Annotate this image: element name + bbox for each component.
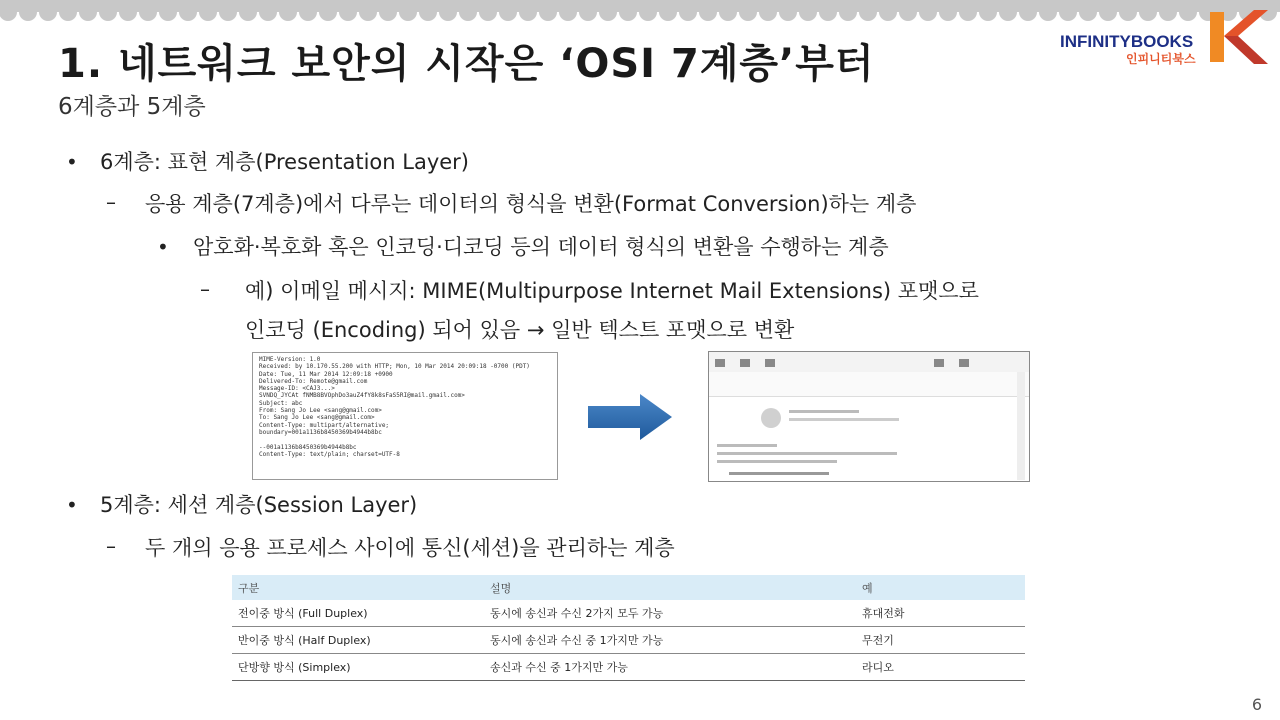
mail-footer-line xyxy=(729,472,829,475)
bullet-dot-icon: • xyxy=(157,235,169,259)
rendered-email-image xyxy=(708,351,1030,482)
table-cell: 송신과 수신 중 1가지만 가능 xyxy=(484,654,856,681)
table-cell: 무전기 xyxy=(856,627,1025,654)
col-header-category: 구분 xyxy=(232,575,484,600)
bullet-email-example: 예) 이메일 메시지: MIME(Multipurpose Internet Mail Extensions) 포맷으로 xyxy=(245,279,979,303)
mime-source-text: MIME-Version: 1.0 Received: by 10.170.55.200 with HTTP; Mon, 10 Mar 2014 20:09:18 -0700 (PDT) Date: Tue, 11 Mar 2014 12:09:18 +0900 Delivered-To: Remote@gmail.com Message-ID: <CAJ3...> SVNDQ_JYCAt fNMB8BVOphDo3auZ4fY8k8sFaS5RI@mail.gmail.com> Subject: abc From: Sang Jo Lee <sang@gmail.com> To: Sang Jo Lee <sang@gmail.com> Content-Type: multipart/alternative; boundary=001a1136b8450369b4944b8bc --001a1136b8450369b4944b8bc Content-Type: text/plain; charset=UTF-8 xyxy=(259,356,530,458)
mail-body-line xyxy=(717,460,837,463)
table-cell: 반이중 방식 (Half Duplex) xyxy=(232,627,484,654)
mail-sender-line xyxy=(789,410,859,413)
sender-avatar xyxy=(761,408,781,428)
bullet-dot-icon: • xyxy=(66,150,78,174)
logo-k-mark-icon xyxy=(1202,8,1272,66)
mail-ribbon xyxy=(709,372,1029,397)
page-number: 6 xyxy=(1251,695,1262,714)
bullet-session-management: 두 개의 응용 프로세스 사이에 통신(세션)을 관리하는 계층 xyxy=(145,536,675,560)
slide-title: 1. 네트워크 보안의 시작은 ‘OSI 7계층’부터 xyxy=(58,41,875,87)
bullet-format-conversion: 응용 계층(7계층)에서 다루는 데이터의 형식을 변환(Format Conversion)하는 계층 xyxy=(145,192,917,216)
toolbar-icon xyxy=(740,359,750,367)
bullet-presentation-layer: 6계층: 표현 계층(Presentation Layer) xyxy=(100,150,469,174)
duplex-table xyxy=(232,575,1025,681)
table-cell: 휴대전화 xyxy=(856,600,1025,627)
bullet-encryption: 암호화·복호화 혹은 인코딩·디코딩 등의 데이터 형식의 변환을 수행하는 계층 xyxy=(193,235,889,259)
bullet-dash-icon: – xyxy=(106,190,116,214)
mail-body-line xyxy=(717,444,777,447)
mail-scrollbar xyxy=(1017,372,1025,480)
table-cell: 동시에 송신과 수신 중 1가지만 가능 xyxy=(484,627,856,654)
table-cell: 라디오 xyxy=(856,654,1025,681)
toolbar-icon xyxy=(959,359,969,367)
mime-source-image xyxy=(252,352,558,480)
mail-meta-line xyxy=(789,418,899,421)
table-cell: 전이중 방식 (Full Duplex) xyxy=(232,600,484,627)
toolbar-icon xyxy=(934,359,944,367)
mail-body-line xyxy=(717,452,897,455)
toolbar-icon xyxy=(765,359,775,367)
bullet-dash-icon: – xyxy=(200,277,210,301)
bullet-session-layer: 5계층: 세션 계층(Session Layer) xyxy=(100,493,418,517)
table-row xyxy=(232,627,1025,654)
toolbar-icon xyxy=(715,359,725,367)
conversion-arrow-icon xyxy=(588,394,672,440)
col-header-description: 설명 xyxy=(484,575,856,600)
table-row xyxy=(232,600,1025,627)
table-row xyxy=(232,654,1025,681)
table-header-row xyxy=(232,575,1025,600)
table-cell: 단방향 방식 (Simplex) xyxy=(232,654,484,681)
bullet-dash-icon: – xyxy=(106,534,116,558)
col-header-example: 예 xyxy=(856,575,1025,600)
publisher-logo xyxy=(1060,8,1275,68)
table-cell: 동시에 송신과 수신 2가지 모두 가능 xyxy=(484,600,856,627)
bullet-dot-icon: • xyxy=(66,493,78,517)
slide-subtitle: 6계층과 5계층 xyxy=(58,94,206,120)
logo-name: INFINITYBOOKS xyxy=(1060,32,1194,51)
logo-korean-name: 인피니티북스 xyxy=(1126,52,1196,66)
mail-toolbar xyxy=(709,352,1029,373)
bullet-email-example-cont: 인코딩 (Encoding) 되어 있음 → 일반 텍스트 포맷으로 변환 xyxy=(245,318,795,342)
